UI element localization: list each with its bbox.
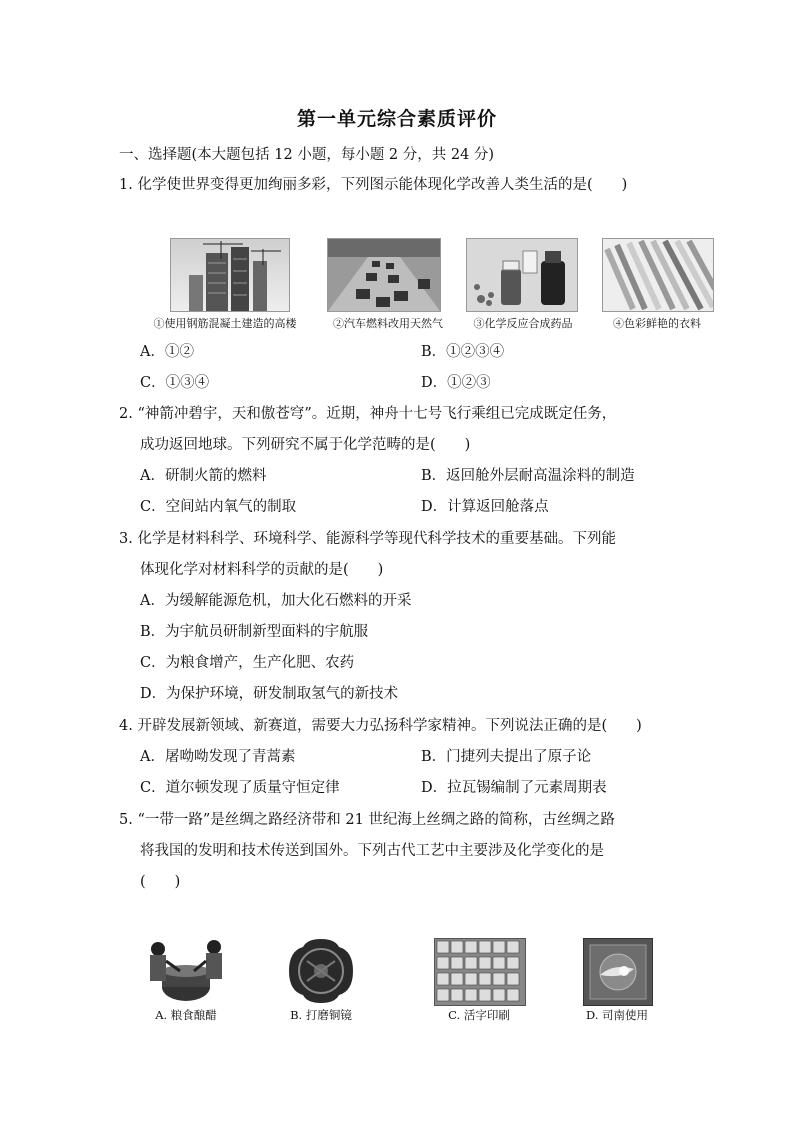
vinegar-brewing-illustration [140,935,232,1005]
movable-type-illustration [434,938,526,1006]
high-rise-photo [170,238,290,312]
image-caption-d: D. 司南使用 [585,1008,649,1022]
question-4-stem: 4. 开辟发展新领域、新赛道，需要大力弘扬科学家精神。下列说法正确的是( ) [119,718,642,734]
option-c[interactable]: C．空间站内氧气的制取 [140,499,297,515]
option-d[interactable]: D．计算返回舱落点 [421,499,549,515]
question-2-stem: 2. “神箭冲碧宇，天和傲苍穹”。近期，神舟十七号飞行乘组已完成既定任务， [119,406,617,422]
option-b[interactable]: B．门捷列夫提出了原子论 [421,749,592,765]
question-5-stem: 5. “一带一路”是丝绸之路经济带和 21 世纪海上丝绸之路的简称，古丝绸之路 [119,812,615,828]
option-c[interactable]: C．为粮食增产，生产化肥、农药 [140,655,355,671]
movable-type-grid [435,939,525,1005]
vinegar-brewing-graphic [140,935,232,1005]
image-caption-2: ②汽车燃料改用天然气 [333,317,443,330]
question-3-stem-cont: 体现化学对材料科学的贡献的是( ) [140,562,384,578]
question-3-stem: 3. 化学是材料科学、环境科学、能源科学等现代科学技术的重要基础。下列能 [119,531,616,547]
image-caption-b: B. 打磨铜镜 [290,1008,352,1022]
high-rise-graphic [171,239,289,311]
option-c[interactable]: C．道尔顿发现了质量守恒定律 [140,780,340,796]
traffic-graphic [328,239,440,311]
medicine-graphic [467,239,577,311]
traffic-photo [327,238,441,312]
compass-sinan-graphic [584,939,652,1005]
question-5-stem-cont: 将我国的发明和技术传送到国外。下列古代工艺中主要涉及化学变化的是 [140,843,604,859]
option-a[interactable]: A．屠呦呦发现了青蒿素 [140,749,296,765]
section-heading: 一、选择题(本大题包括 12 小题，每小题 2 分，共 24 分) [119,147,495,163]
bronze-mirror-graphic [287,937,355,1005]
medicine-photo [466,238,578,312]
option-d[interactable]: D．为保护环境，研发制取氢气的新技术 [140,686,399,702]
option-b[interactable]: B．返回舱外层耐高温涂料的制造 [421,468,635,484]
option-a[interactable]: A．①② [140,344,194,360]
question-5-answer-blank: ( ) [140,874,181,890]
image-caption-1: ①使用钢筋混凝土建造的高楼 [153,317,297,330]
page-title: 第一单元综合素质评价 [296,108,497,130]
image-caption-3: ③化学反应合成药品 [473,317,573,330]
question-2-stem-cont: 成功返回地球。下列研究不属于化学范畴的是( ) [140,437,471,453]
compass-sinan-illustration [583,938,653,1006]
option-d[interactable]: D．拉瓦锡编制了元素周期表 [421,780,607,796]
question-1-stem: 1. 化学使世界变得更加绚丽多彩，下列图示能体现化学改善人类生活的是( ) [119,177,628,193]
fabric-photo [602,238,714,312]
option-b[interactable]: B．①②③④ [421,344,505,360]
option-a[interactable]: A．研制火箭的燃料 [140,468,267,484]
option-a[interactable]: A．为缓解能源危机，加大化石燃料的开采 [140,593,412,609]
option-d[interactable]: D．①②③ [421,375,491,391]
image-caption-4: ④色彩鲜艳的衣料 [613,317,701,330]
option-b[interactable]: B．为宇航员研制新型面料的宇航服 [140,624,369,640]
fabric-rolls-graphic [603,239,713,311]
bronze-mirror-illustration [287,937,355,1005]
image-caption-a: A. 粮食酿醋 [155,1008,217,1022]
option-c[interactable]: C．①③④ [140,375,210,391]
image-caption-c: C. 活字印刷 [448,1008,510,1022]
